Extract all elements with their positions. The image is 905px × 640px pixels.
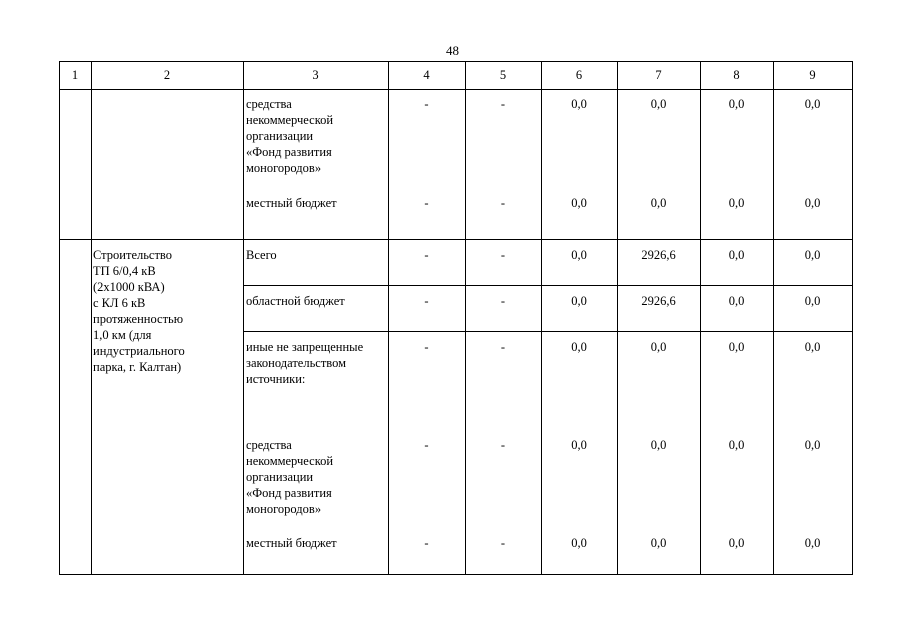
value-cell: 0,0: [804, 536, 821, 550]
header-cell: 2: [163, 68, 171, 82]
column-divider: [465, 61, 466, 575]
value-cell: 0,0: [728, 340, 745, 354]
row-divider: [243, 331, 853, 332]
value-cell: 0,0: [804, 97, 821, 111]
column-divider: [243, 61, 244, 575]
value-cell: 0,0: [571, 294, 587, 308]
value-cell: -: [424, 340, 429, 354]
table-border-right: [852, 61, 853, 575]
header-divider: [59, 89, 853, 90]
header-cell: 9: [809, 68, 816, 82]
column-divider: [617, 61, 618, 575]
page-number: 48: [446, 43, 459, 58]
funding-source-cell: местный бюджет: [246, 536, 337, 550]
column-divider: [541, 61, 542, 575]
value-cell: 0,0: [728, 294, 745, 308]
value-cell: -: [424, 248, 429, 262]
table-border-left: [59, 61, 60, 575]
header-cell: 5: [499, 68, 507, 82]
header-cell: 1: [71, 68, 79, 82]
row-divider: [243, 285, 853, 286]
value-cell: -: [500, 438, 506, 452]
value-cell: 0,0: [650, 97, 667, 111]
value-cell: 2926,6: [641, 248, 676, 262]
activity-name-cell: Строительство ТП 6/0,4 кВ (2х1000 кВА) с КЛ 6 кВ протяженностью 1,0 км (для индустриального парка, г. Калтан): [93, 248, 185, 374]
funding-source-cell: иные не запрещенные законодательством источники:: [246, 340, 364, 386]
column-divider: [388, 61, 389, 575]
value-cell: 0,0: [571, 340, 587, 354]
funding-source-cell: областной бюджет: [246, 294, 345, 308]
value-cell: 0,0: [728, 248, 745, 262]
group-divider: [59, 239, 853, 240]
funding-source-cell: средства некоммерческой организации «Фонд развития моногородов»: [246, 438, 334, 516]
value-cell: 0,0: [571, 438, 587, 452]
header-cell: 6: [575, 68, 583, 82]
value-cell: 0,0: [728, 196, 745, 210]
value-cell: -: [500, 196, 506, 210]
value-cell: -: [500, 97, 506, 111]
value-cell: 0,0: [804, 196, 821, 210]
value-cell: 0,0: [728, 97, 745, 111]
value-cell: 0,0: [728, 536, 745, 550]
column-divider: [700, 61, 701, 575]
value-cell: 0,0: [571, 248, 587, 262]
value-cell: -: [500, 340, 506, 354]
value-cell: 0,0: [804, 438, 821, 452]
value-cell: -: [424, 97, 429, 111]
value-cell: 0,0: [571, 196, 587, 210]
value-cell: -: [500, 248, 506, 262]
value-cell: -: [500, 294, 506, 308]
funding-source-cell: местный бюджет: [246, 196, 337, 210]
value-cell: -: [424, 294, 429, 308]
column-divider: [773, 61, 774, 575]
value-cell: 2926,6: [641, 294, 676, 308]
value-cell: 0,0: [804, 294, 821, 308]
header-cell: 8: [733, 68, 740, 82]
value-cell: 0,0: [571, 97, 587, 111]
header-cell: 3: [312, 68, 319, 82]
value-cell: -: [500, 536, 506, 550]
value-cell: 0,0: [650, 536, 667, 550]
header-cell: 7: [655, 68, 662, 82]
table-border-bottom: [59, 574, 853, 575]
value-cell: 0,0: [650, 340, 667, 354]
header-cell: 4: [423, 68, 430, 82]
value-cell: 0,0: [571, 536, 587, 550]
value-cell: 0,0: [650, 196, 667, 210]
value-cell: -: [424, 438, 429, 452]
funding-source-cell: Всего: [246, 248, 277, 262]
value-cell: 0,0: [804, 340, 821, 354]
value-cell: -: [424, 536, 429, 550]
value-cell: 0,0: [650, 438, 667, 452]
value-cell: -: [424, 196, 429, 210]
column-divider: [91, 61, 92, 575]
value-cell: 0,0: [728, 438, 745, 452]
funding-source-cell: средства некоммерческой организации «Фонд развития моногородов»: [246, 97, 334, 175]
value-cell: 0,0: [804, 248, 821, 262]
